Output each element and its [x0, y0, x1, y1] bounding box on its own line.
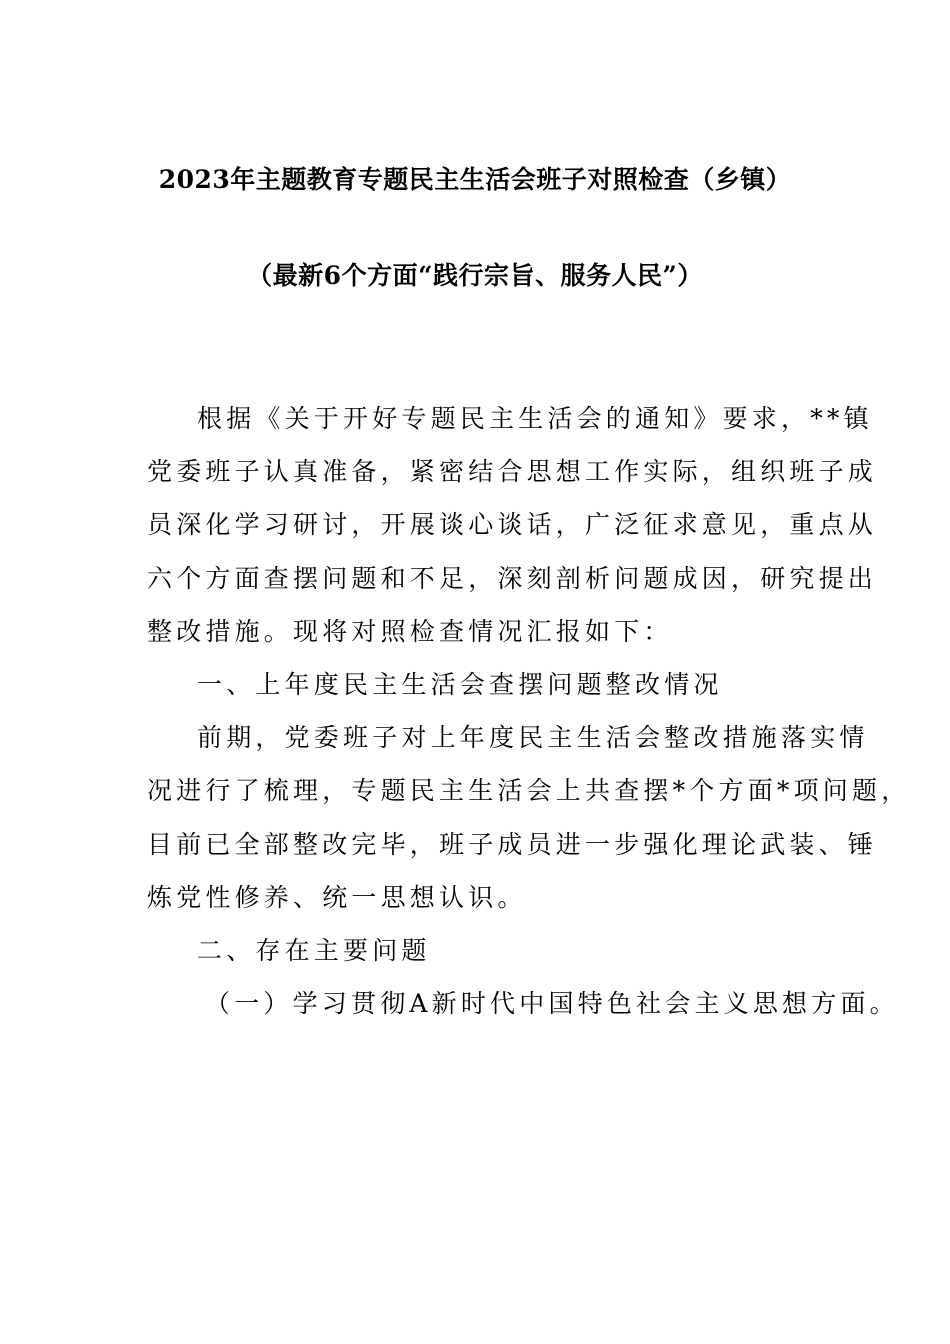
document-title: 2023年主题教育专题民主生活会班子对照检查（乡镇）: [158, 165, 792, 194]
document-body: [147, 392, 911, 1030]
section-heading: 二、存在主要问题: [197, 935, 431, 965]
section-heading: 一、上年度民主生活会查摆问题整改情况: [197, 669, 723, 699]
subsection-heading: （一）学习贯彻A新时代中国特色社会主义思想方面。: [205, 989, 899, 1019]
paragraph-line: 根据《关于开好专题民主生活会的通知》要求，**镇: [197, 404, 873, 433]
paragraph-line: 六个方面查摆问题和不足，深刻剖析问题成因，研究提出: [147, 563, 878, 593]
paragraph-line: 炼党性修养、统一思想认识。: [147, 882, 527, 912]
paragraph-line: 前期，党委班子对上年度民主生活会整改措施落实情: [197, 723, 869, 753]
document-subtitle: （最新6个方面“践行宗旨、服务人民”）: [247, 261, 703, 290]
paragraph-line: 党委班子认真准备，紧密结合思想工作实际，组织班子成: [147, 457, 878, 487]
paragraph-line: 员深化学习研讨，开展谈心谈话，广泛征求意见，重点从: [147, 510, 878, 540]
paragraph-line: 整改措施。现将对照检查情况汇报如下：: [147, 616, 673, 646]
paragraph-line: 况进行了梳理，专题民主生活会上共查摆*个方面*项问题，: [147, 776, 911, 806]
paragraph-line: 目前已全部整改完毕，班子成员进一步强化理论武装、锤: [147, 829, 878, 859]
